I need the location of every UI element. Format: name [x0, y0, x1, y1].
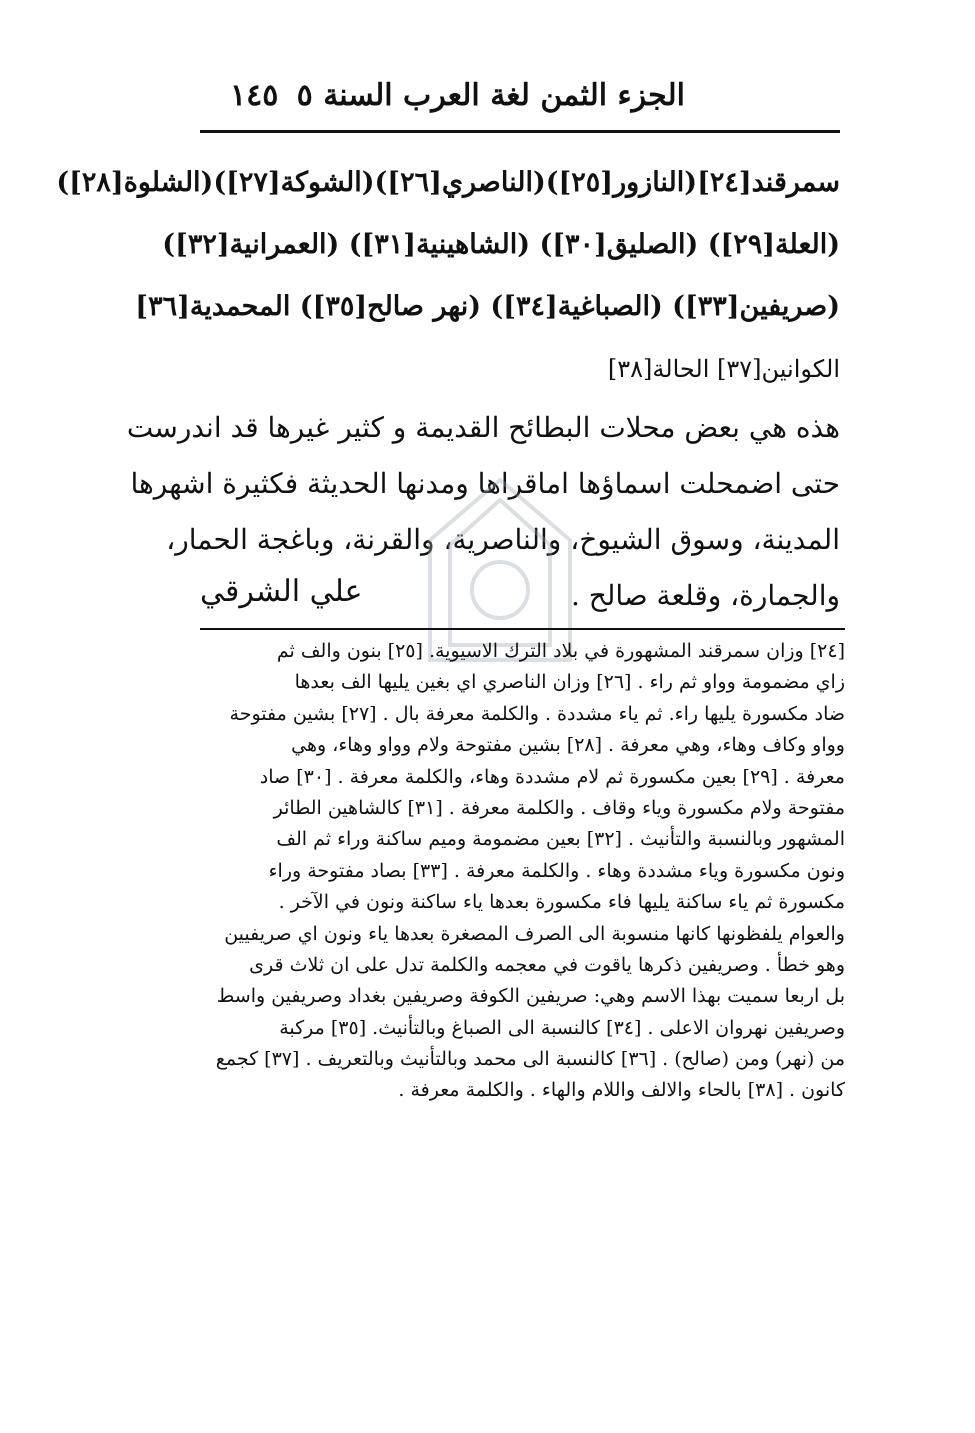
place-names-line: (صريفين[٣٣]) (الصباغية[٣٤]) (نهر صالح[٣٥]) المحمدية[٣٦]: [135, 291, 840, 322]
footnote-line: المشهور وبالنسبة والتأنيث . [٣٢] بعين مضمومة وميم ساكنة وراء ثم الف: [276, 828, 845, 851]
footnote-line: والعوام يلفظونها كانها منسوبة الى الصرف المصغرة بعدها ياء ونون اي صريفيين: [224, 922, 845, 945]
footnote-line: مفتوحة ولام مكسورة وياء وقاف . والكلمة معرفة . [٣١] كالشاهين الطائر: [273, 796, 845, 819]
page-number: ١٤٥: [230, 78, 279, 113]
footnote-line: [٢٤] وزان سمرقند المشهورة في بلاد الترك الاسيوية. [٢٥] بنون والف ثم: [276, 640, 845, 662]
footnote-line: زاي مضمومة وواو ثم راء . [٢٦] وزان الناصري اي بغين يليها الف بعدها: [294, 671, 845, 694]
paragraph-line: والجمارة، وقلعة صالح .: [570, 579, 840, 612]
footnote-line: من (نهر) ومن (صالح) . [٣٦] كالنسبة الى محمد وبالتأنيث وبالتعريف . [٣٧] كجمع: [215, 1048, 845, 1071]
footnote-line: كانون . [٣٨] بالحاء والالف واللام والهاء . والكلمة معرفة .: [398, 1079, 845, 1102]
place-names-list: [56, 152, 840, 400]
author-signature: علي الشرقي: [200, 574, 363, 609]
running-title: الجزء الثمن لغة العرب السنة ٥: [296, 78, 685, 113]
footnote-line: مكسورة ثم ياء ساكنة يليها فاء مكسورة بعدها ياء ساكنة ونون في الآخر .: [278, 891, 845, 914]
footnote-line: وصريفين نهروان الاعلى . [٣٤] كالنسبة الى الصباغ وبالتأنيث. [٣٥] مركبة: [279, 1016, 845, 1039]
place-names-line: (العلة[٢٩]) (الصليق[٣٠]) (الشاهينية[٣١]) (العمرانية[٣٢]): [162, 229, 840, 260]
header-rule: [200, 130, 840, 133]
footnote-line: وهو خطأ . وصريفين ذكرها ياقوت في معجمه والكلمة تدل على ان ثلاث قرى: [249, 953, 845, 976]
footnote-line: ونون مكسورة وياء مشددة وهاء . والكلمة معرفة . [٣٣] بصاد مفتوحة وراء: [268, 859, 845, 882]
page-header: [230, 72, 685, 122]
footnote-rule: [200, 628, 845, 630]
paragraph-line: حتى اضمحلت اسماؤها اماقراها ومدنها الحديثة فكثيرة اشهرها: [130, 467, 840, 500]
footnote-line: ضاد مكسورة يليها راء. ثم ياء مشددة . والكلمة معرفة بال . [٢٧] بشين مفتوحة: [229, 702, 845, 725]
paragraph-line: هذه هي بعض محلات البطائح القديمة و كثير غيرها قد اندرست: [126, 411, 840, 444]
footnote-line: معرفة . [٢٩] بعين مكسورة ثم لام مشددة وهاء، والكلمة معرفة . [٣٠] صاد: [259, 765, 845, 788]
place-names-line: سمرقند[٢٤](النازور[٢٥])(الناصري[٢٦])(الشوكة[٢٧])(الشلوة[٢٨]): [56, 167, 840, 198]
footnotes: [190, 636, 845, 1107]
footnote-line: وواو وكاف وهاء، وهي معرفة . [٢٨] بشين مفتوحة ولام وواو وهاء، وهي: [291, 734, 845, 757]
footnote-line: بل اربعا سميت بهذا الاسم وهي: صريفين الكوفة وصريفين بغداد وصريفين واسط: [216, 985, 845, 1008]
place-names-line: الكوانين[٣٧] الحالة[٣٨]: [607, 355, 840, 383]
paragraph-line: المدينة، وسوق الشيوخ، والناصرية، والقرنة، وباغجة الحمار،: [166, 523, 840, 556]
